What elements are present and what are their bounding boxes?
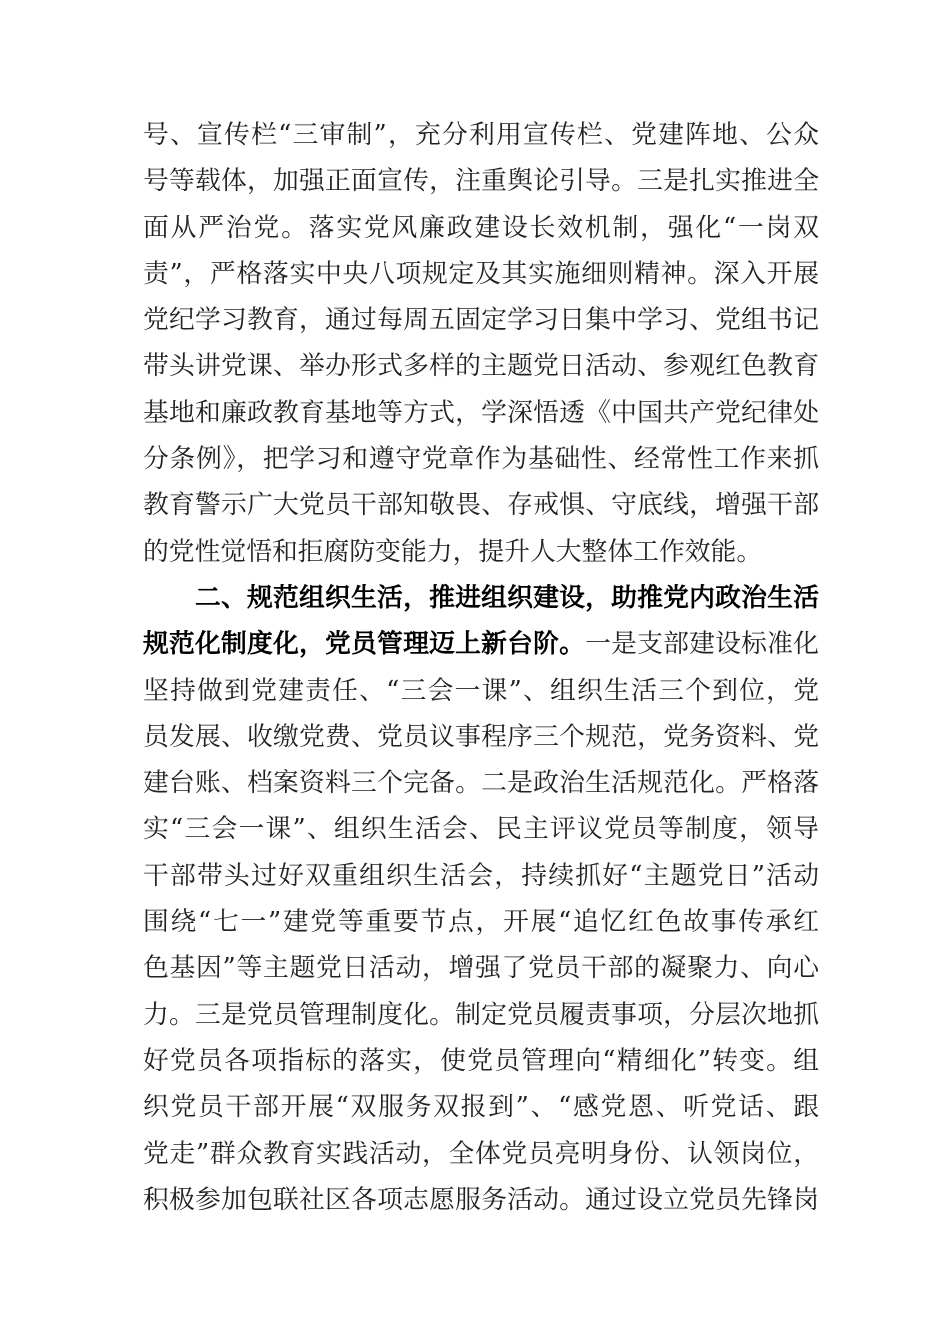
text-line [143, 529, 819, 575]
text-line [143, 760, 819, 806]
text-line [143, 853, 819, 899]
text-line [143, 158, 819, 204]
text-line [143, 112, 819, 158]
body-text-run: 好党员各项指标的落实，使党员管理向“精细化”转变。组 [143, 1045, 819, 1076]
text-line [143, 806, 819, 852]
text-line [143, 899, 819, 945]
text-line [143, 343, 819, 389]
body-text-run: 织党员干部开展“双服务双报到”、“感党恩、听党话、跟 [143, 1092, 819, 1123]
body-text-run: 积极参加包联社区各项志愿服务活动。通过设立党员先锋岗 [143, 1184, 819, 1215]
body-text-run: 教育警示广大党员干部知敬畏、存戒惧、守底线，增强干部 [143, 490, 819, 521]
text-line [143, 668, 819, 714]
bold-heading-run: 二、规范组织生活，推进组织建设，助推党内政治生活 [195, 582, 819, 613]
text-column [143, 112, 819, 1223]
text-line [143, 436, 819, 482]
text-line [143, 1131, 819, 1177]
bold-heading-run: 规范化制度化，党员管理迈上新台阶。 [143, 629, 586, 660]
body-text-run: 党纪学习教育，通过每周五固定学习日集中学习、党组书记 [143, 305, 819, 336]
text-line [143, 992, 819, 1038]
body-text-run: 号、宣传栏“三审制”，充分利用宣传栏、党建阵地、公众 [143, 120, 819, 150]
body-text-run: 干部带头过好双重组织生活会，持续抓好“主题党日”活动 [143, 860, 819, 891]
body-text-run: 面从严治党。落实党风廉政建设长效机制，强化“一岗双 [143, 212, 819, 243]
text-line [143, 575, 819, 621]
body-text-run: 色基因”等主题党日活动，增强了党员干部的凝聚力、向心 [143, 953, 819, 984]
text-line [143, 482, 819, 528]
text-line [143, 390, 819, 436]
text-line [143, 205, 819, 251]
body-text-run: 一是支部建设标准化 [585, 629, 819, 660]
body-text-run: 力。三是党员管理制度化。制定党员履责事项，分层次地抓 [143, 999, 819, 1030]
text-line [143, 251, 819, 297]
text-line [143, 945, 819, 991]
text-line [143, 297, 819, 343]
body-text-run: 坚持做到党建责任、“三会一课”、组织生活三个到位，党 [143, 675, 819, 706]
body-text-run: 实“三会一课”、组织生活会、民主评议党员等制度，领导 [143, 814, 819, 845]
body-text-run: 基地和廉政教育基地等方式，学深悟透《中国共产党纪律处 [143, 397, 819, 428]
body-text-run: 围绕“七一”建党等重要节点，开展“追忆红色故事传承红 [143, 907, 819, 938]
body-text-run: 建台账、档案资料三个完备。二是政治生活规范化。严格落 [143, 768, 819, 799]
body-text-run: 的党性觉悟和拒腐防变能力，提升人大整体工作效能。 [143, 536, 763, 567]
text-line [143, 1038, 819, 1084]
text-line [143, 714, 819, 760]
body-text-run: 分条例》，把学习和遵守党章作为基础性、经常性工作来抓 [143, 444, 819, 475]
body-text-run: 党走”群众教育实践活动，全体党员亮明身份、认领岗位， [143, 1138, 819, 1169]
body-text-run: 员发展、收缴党费、党员议事程序三个规范，党务资料、党 [143, 721, 819, 752]
body-text-run: 责”，严格落实中央八项规定及其实施细则精神。深入开展 [143, 258, 819, 289]
body-text-run: 号等载体，加强正面宣传，注重舆论引导。三是扎实推进全 [143, 166, 819, 197]
text-line [143, 1084, 819, 1130]
text-line [143, 1177, 819, 1223]
body-text-run: 带头讲党课、举办形式多样的主题党日活动、参观红色教育 [143, 351, 819, 382]
text-line [143, 621, 819, 667]
